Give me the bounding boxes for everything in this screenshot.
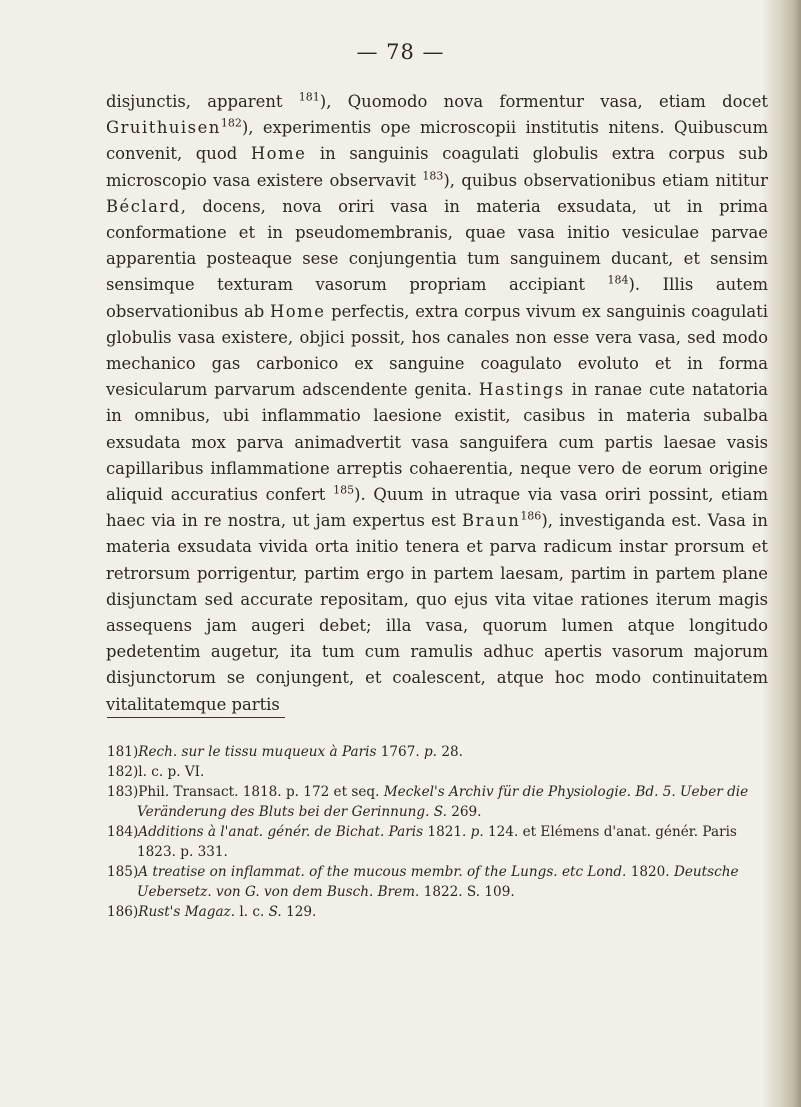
footnote-text: 124. et Elémens d'anat. génér. Paris 1823. p. 331. xyxy=(137,824,737,860)
text-run: ), experimentis ope microscopii institutis nitens. Quibuscum convenit, quod xyxy=(106,118,768,164)
text-run: disjunctis, apparent xyxy=(106,92,299,111)
author-gruithuisen: Gruithuisen xyxy=(106,118,221,138)
text-run: ), investiganda est. Vasa in materia exsudata vivida orta initio tenera et parva radicum instar prorsum et retrorsum porrigentur, partim ergo in partem laesam, partim in partem plane disjunctam sed accurate repositam, quo ejus vita vitae rationes iterum magis assequens jam augeri debet; illa vasa, quorum lumen atque longitudo pedetentim augetur, ita tum cum ramulis adhuc apertis vasorum majorum disjunctorum se conjungent, et coalescent, atque hoc modo continuitatem vitalitatemque partis xyxy=(106,511,768,714)
text-run: perfectis, extra corpus vivum ex sanguinis coagulati globulis vasa existere, objici possit, hos canales non esse vera vasa, sed modo mechanico gas carbonico ex sanguine coagulato evoluto et in forma vesicularum parvarum adscendente genita. xyxy=(106,301,768,400)
footnote-text: 269. xyxy=(446,804,482,820)
footnote-text: 1767. xyxy=(376,744,424,760)
footnote-ref-186[interactable]: 186 xyxy=(520,509,542,523)
footnote-ref-184[interactable]: 184 xyxy=(607,273,629,287)
footnote-ref-185[interactable]: 185 xyxy=(333,483,355,497)
text-run: ). Illis autem observationibus ab xyxy=(106,275,768,321)
footnote-italic: p. xyxy=(470,824,484,840)
footnote-183 xyxy=(107,782,757,822)
page-edge-shadow xyxy=(763,0,801,1107)
text-run: ). Quum in utraque via vasa oriri possint, etiam haec via in re nostra, ut jam expertus est xyxy=(106,485,768,531)
footnote-number: 186) xyxy=(107,904,139,920)
footnote-text: 28. xyxy=(437,744,463,760)
footnote-number: 184) xyxy=(107,824,139,840)
author-hastings: Hastings xyxy=(478,380,565,400)
main-paragraph xyxy=(106,89,768,718)
footnote-title: Additions à l'anat. génér. de Bichat. Paris xyxy=(138,824,424,840)
footnote-182 xyxy=(107,762,757,782)
footnote-184 xyxy=(107,822,757,862)
footnote-number: 181) xyxy=(107,744,139,760)
footnote-ref-181[interactable]: 181 xyxy=(298,90,320,104)
footnote-text: 129. xyxy=(281,904,317,920)
footnote-ref-183[interactable]: 183 xyxy=(422,169,444,183)
footnote-italic: Deutsche Uebersetz. von G. von dem Busch. Brem. xyxy=(137,864,739,900)
footnote-number: 182) xyxy=(107,764,139,780)
footnote-text: 1822. S. 109. xyxy=(419,884,515,900)
author-home: Home xyxy=(250,144,307,164)
paragraph-text xyxy=(106,89,768,718)
text-run: ), quibus observationibus etiam nititur xyxy=(443,170,768,190)
footnote-title: Rust's Magaz. xyxy=(138,904,236,920)
footnote-italic: Meckel's Archiv für die Physiologie. Bd. 5. Ueber die Veränderung des Bluts bei der Gerinnung. S. xyxy=(137,784,749,820)
page-number-header: — 78 — xyxy=(356,40,445,64)
footnote-text: l. c. p. VI. xyxy=(138,764,205,780)
author-braun: Braun xyxy=(462,511,521,531)
text-run: , docens, nova oriri vasa in materia exsudata, ut in prima conformatione et in pseudomembranis, quae vasa initio vesiculae parvae apparentia posteaque sese conjungentia tum sanguinem ducant, et sensim sensimque texturam vasorum propriam accipiant xyxy=(106,196,768,295)
footnote-text: 1821. xyxy=(423,824,471,840)
footnote-title: Rech. sur le tissu muqueux à Paris xyxy=(138,744,377,760)
footnote-181 xyxy=(107,742,757,762)
author-home: Home xyxy=(269,301,326,321)
footnote-number: 185) xyxy=(107,864,139,880)
footnote-divider xyxy=(107,717,285,718)
footnote-italic: p. xyxy=(423,744,438,760)
author-beclard: Béclard xyxy=(106,196,181,216)
footnote-title: A treatise on inflammat. of the mucous membr. of the Lungs. etc Lond. xyxy=(138,864,627,880)
footnote-186 xyxy=(107,902,757,922)
footnote-text: l. c. xyxy=(235,904,269,920)
footnote-185 xyxy=(107,862,757,902)
footnotes xyxy=(107,742,757,922)
footnote-text: Phil. Transact. 1818. p. 172 et seq. xyxy=(138,784,384,800)
text-run: in ranae cute natatoria in omnibus, ubi inflammatio laesione existit, casibus in materia subalba exsudata mox parva animadvertit vasa sanguifera cum partis laesae vasis capillaribus inflammatione arreptis cohaerentia, neque vero de eorum origine aliquid accuratius confert xyxy=(106,380,768,505)
footnote-italic: S. xyxy=(268,904,282,920)
text-run: ), Quomodo nova formentur vasa, etiam docet xyxy=(319,92,768,111)
footnote-text: 1820. xyxy=(626,864,674,880)
footnote-number: 183) xyxy=(107,784,139,800)
text-run: in sanguinis coagulati globulis extra corpus sub microscopio vasa existere observavit xyxy=(106,144,768,190)
footnote-ref-182[interactable]: 182 xyxy=(220,116,242,130)
